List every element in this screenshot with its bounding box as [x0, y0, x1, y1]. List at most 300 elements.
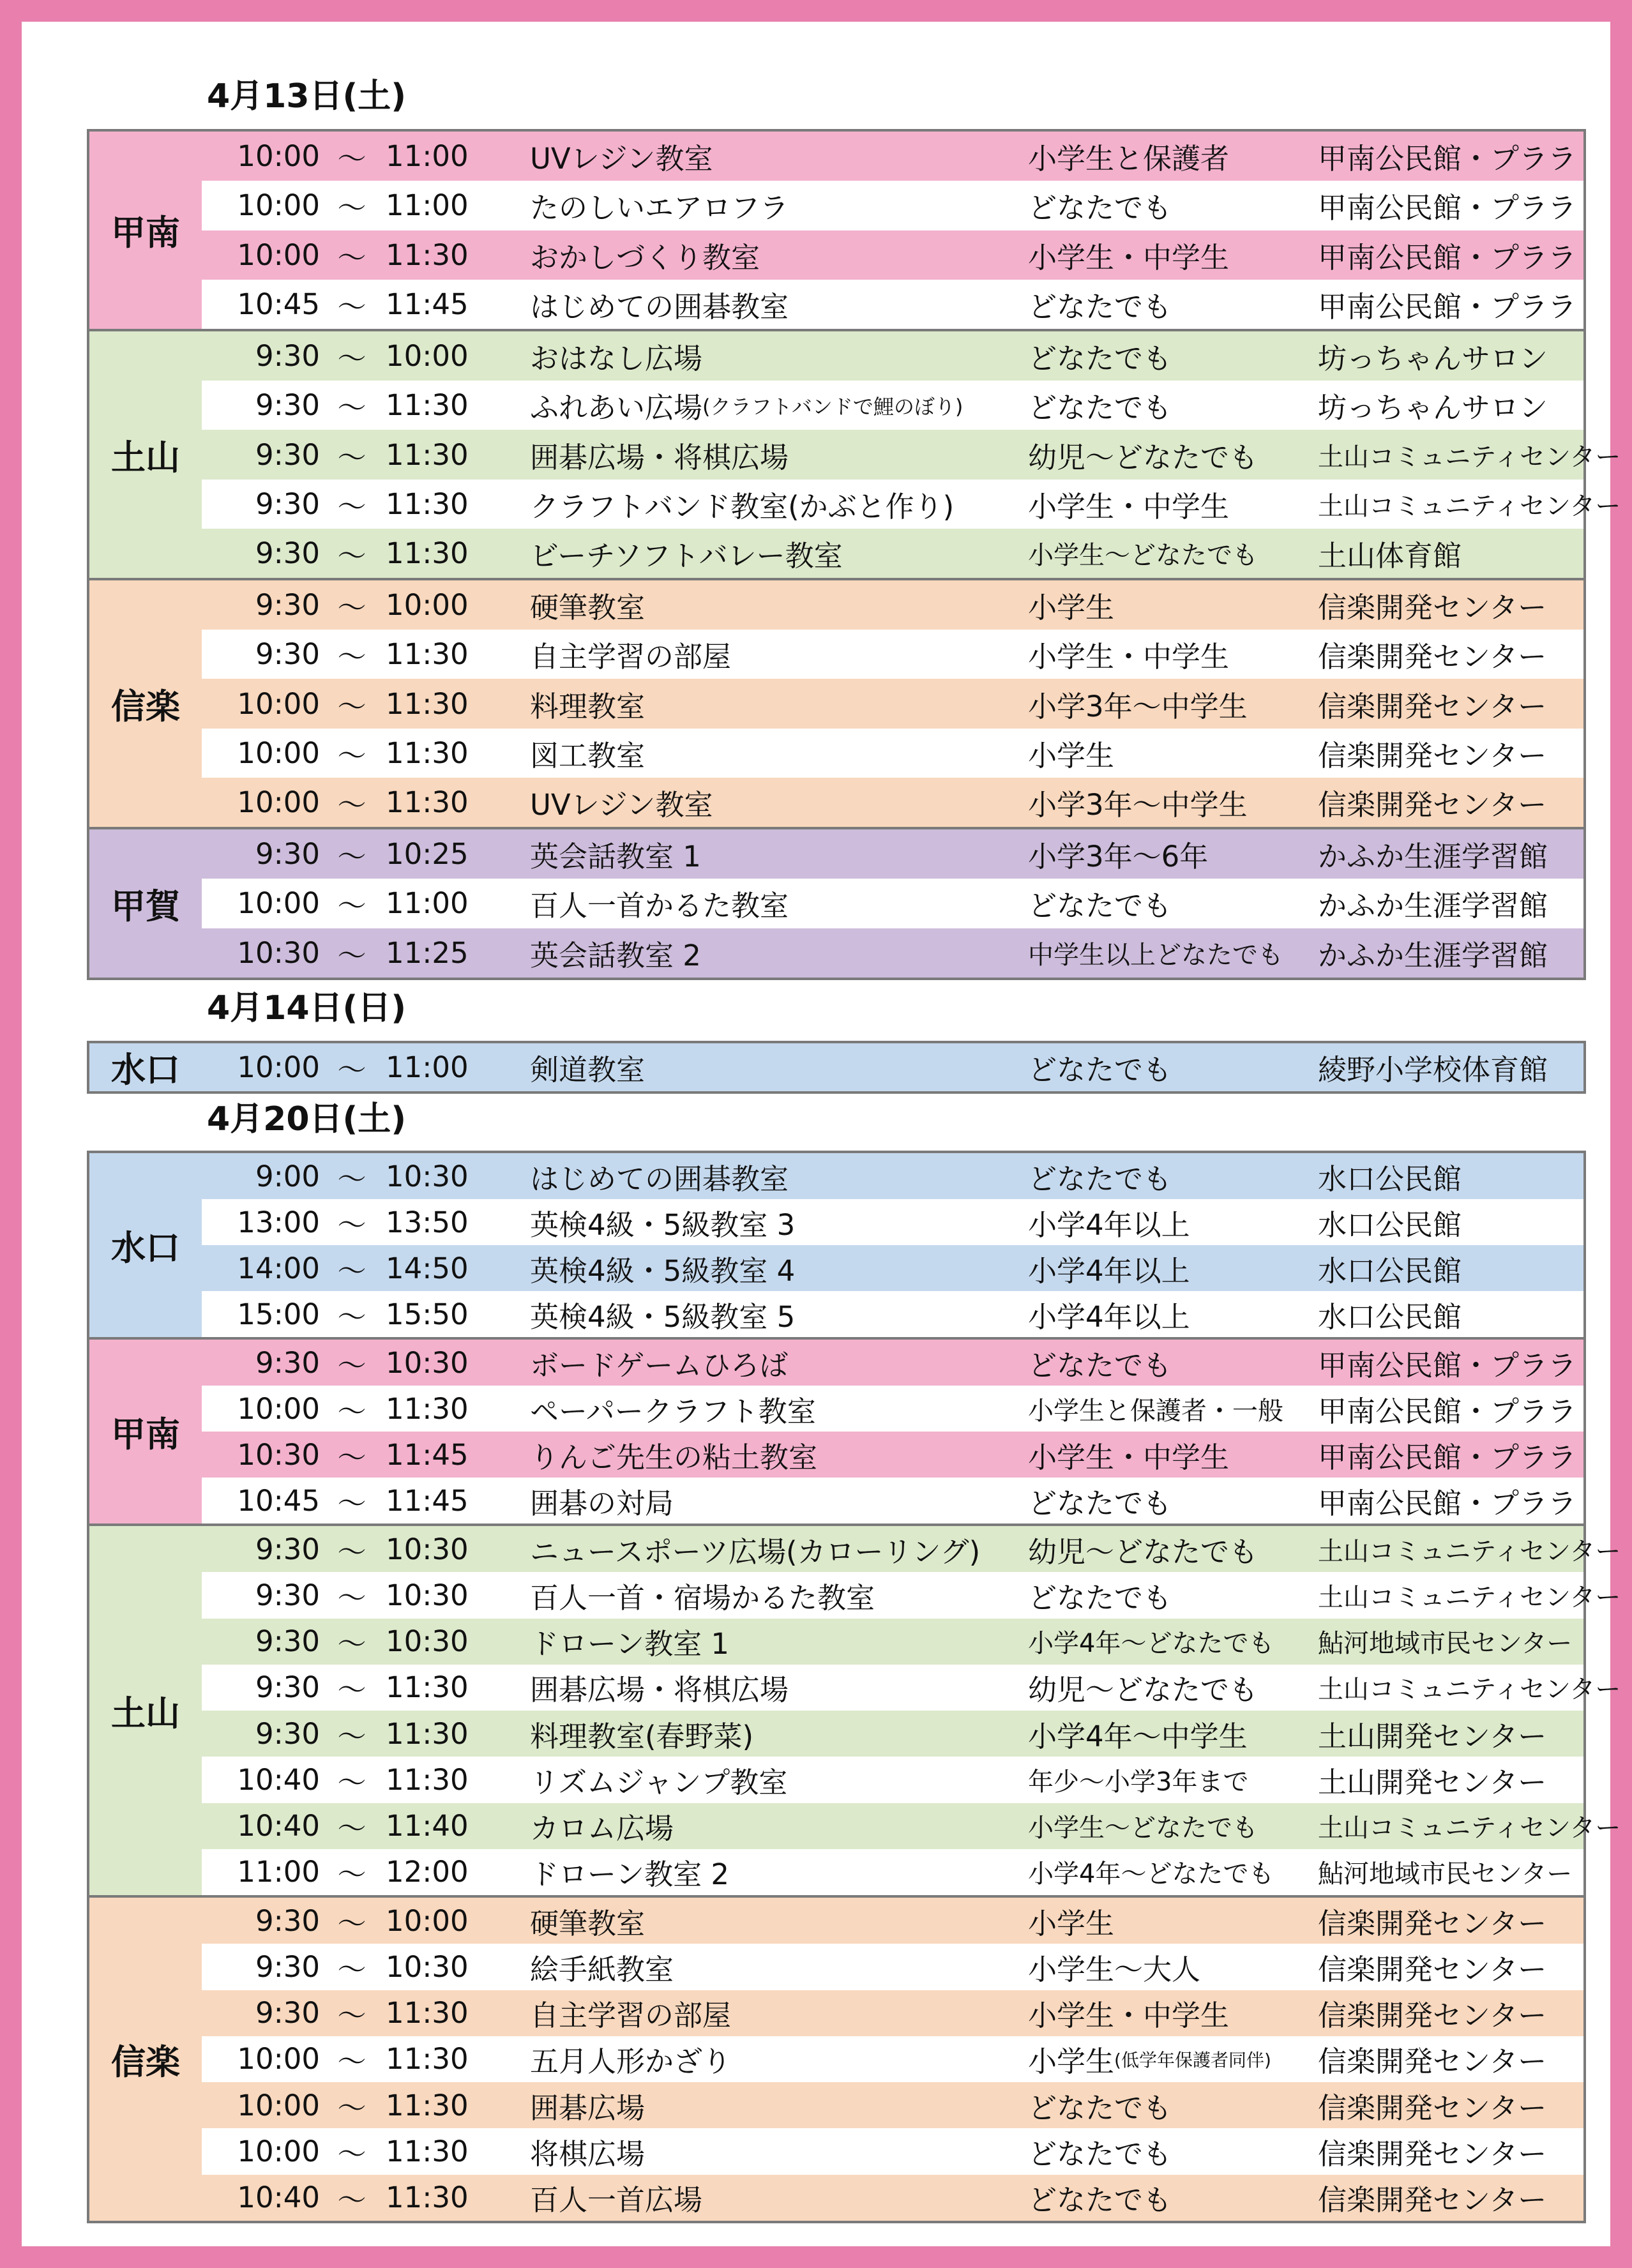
event-name-text: 料理教室: [530, 689, 646, 723]
event-target: [1028, 630, 1229, 679]
event-target-text: 小学生～どなたでも: [1028, 1813, 1258, 1843]
event-target-text: どなたでも: [1028, 889, 1172, 923]
event-name: [530, 1245, 795, 1291]
start-time: 9:00: [255, 1159, 320, 1193]
end-time: 11:25: [386, 935, 469, 970]
event-target: [1028, 430, 1258, 479]
event-name-text: ビーチソフトバレー教室: [530, 538, 843, 573]
time-separator: ～: [337, 840, 366, 874]
event-name-text: 絵手紙教室: [530, 1952, 674, 1986]
event-row: [202, 829, 1583, 879]
event-target: [1028, 1199, 1190, 1245]
end-time: 11:30: [386, 1670, 469, 1705]
event-row: [202, 630, 1583, 679]
end-time: 11:00: [386, 1050, 469, 1084]
start-time: 9:30: [255, 1996, 320, 2030]
event-name-text: 百人一首・宿場かるた教室: [530, 1580, 875, 1615]
time-separator: ～: [337, 1999, 366, 2033]
event-name: [530, 679, 645, 728]
end-time: 10:30: [386, 1624, 469, 1659]
event-name: [530, 430, 789, 479]
event-place: 信楽開発センター: [1318, 2090, 1547, 2125]
event-place: 水口公民館: [1318, 1161, 1462, 1196]
event-place: 坊っちゃんサロン: [1318, 342, 1548, 376]
event-place: 甲南公民館・プララ: [1318, 191, 1577, 225]
event-name: [530, 181, 789, 230]
schedule-sheet: [22, 22, 1621, 2246]
event-row: [202, 1386, 1583, 1432]
event-place: 信楽開発センター: [1318, 689, 1547, 723]
event-target-text: 幼児～どなたでも: [1028, 1673, 1258, 1707]
end-time: 11:30: [386, 238, 469, 272]
event-name: [530, 580, 645, 630]
event-target: [1028, 1043, 1172, 1091]
event-name: [530, 2082, 645, 2128]
schedule-block-2-0: [87, 1151, 1586, 1340]
event-name-text: ペーパークラフト教室: [530, 1394, 816, 1428]
event-name-text: 英会話教室 1: [530, 840, 701, 874]
event-place: 信楽開発センター: [1318, 1906, 1547, 1940]
event-row: [202, 580, 1583, 630]
event-target-text: 小学生・中学生: [1028, 489, 1230, 524]
start-time: 9:30: [255, 339, 320, 374]
event-name-text: 剣道教室: [530, 1053, 646, 1087]
start-time: 9:30: [255, 536, 320, 570]
end-time: 10:30: [386, 1578, 469, 1612]
event-target-text: どなたでも: [1028, 1053, 1172, 1087]
event-target: [1028, 2036, 1271, 2082]
event-target-text: 小学生～大人: [1028, 1952, 1201, 1986]
event-rows: [202, 580, 1583, 827]
event-name: [530, 231, 760, 280]
event-target: [1028, 1340, 1172, 1386]
event-place: 土山体育館: [1318, 538, 1462, 573]
event-row: [202, 1944, 1583, 1990]
time-separator: ～: [337, 191, 366, 225]
event-place: 信楽開発センター: [1318, 640, 1547, 674]
event-rows: [202, 132, 1583, 329]
event-place: 土山コミュニティセンター: [1318, 1675, 1621, 1705]
end-time: 10:25: [386, 837, 469, 872]
event-row: [202, 181, 1583, 230]
time-separator: ～: [337, 1299, 366, 1334]
event-name-text: 料理教室(春野菜): [530, 1719, 754, 1753]
event-name: [530, 381, 963, 430]
event-rows: [202, 1526, 1621, 1895]
start-time: 9:30: [255, 1903, 320, 1938]
schedule-block-0-2: [87, 578, 1586, 829]
event-name-text: 五月人形かざり: [530, 2045, 732, 2079]
event-target-text: どなたでも: [1028, 1161, 1172, 1196]
time-separator: ～: [337, 689, 366, 723]
event-target: [1028, 1711, 1248, 1757]
time-separator: ～: [337, 142, 366, 176]
region-label: 甲南: [111, 1414, 180, 1455]
event-name: [530, 2036, 731, 2082]
start-time: 11:00: [237, 1855, 320, 1889]
start-time: 10:00: [237, 2088, 320, 2122]
time-separator: ～: [337, 1161, 366, 1196]
event-row: [202, 529, 1583, 578]
region-label: 土山: [111, 1693, 180, 1734]
event-name: [530, 1849, 729, 1895]
event-place: 信楽開発センター: [1318, 738, 1547, 773]
event-name: [530, 1898, 645, 1944]
event-name-text: クラフトバンド教室(かぶと作り): [530, 489, 955, 524]
start-time: 10:30: [237, 1437, 320, 1472]
event-target: [1028, 1990, 1229, 2036]
event-row: [202, 1803, 1621, 1849]
time-separator: ～: [337, 1719, 366, 1753]
event-row: [202, 1153, 1583, 1199]
start-time: 10:40: [237, 2181, 320, 2215]
start-time: 10:00: [237, 238, 320, 272]
end-time: 11:30: [386, 536, 469, 570]
time-separator: ～: [337, 1952, 366, 1986]
event-name: [530, 1340, 788, 1386]
time-separator: ～: [337, 738, 366, 773]
start-time: 9:30: [255, 837, 320, 872]
event-rows: [202, 1153, 1583, 1337]
event-row: [202, 1665, 1621, 1711]
event-place: かふか生涯学習館: [1318, 840, 1548, 874]
event-row: [202, 132, 1583, 181]
event-name: [530, 1291, 795, 1337]
event-target-text: 小学4年～どなたでも: [1028, 1859, 1274, 1889]
time-separator: ～: [337, 1348, 366, 1382]
event-row: [202, 430, 1621, 479]
start-time: 10:00: [237, 886, 320, 921]
event-place: 鮎河地域市民センター: [1318, 1629, 1573, 1659]
event-name: [530, 1990, 731, 2036]
time-separator: ～: [337, 489, 366, 524]
event-place: 土山コミュニティセンター: [1318, 442, 1621, 472]
start-time: 9:30: [255, 1949, 320, 1984]
end-time: 10:00: [386, 339, 469, 374]
end-time: 11:45: [386, 287, 469, 321]
time-separator: ～: [337, 538, 366, 573]
event-name: [530, 2128, 645, 2174]
event-row: [202, 231, 1583, 280]
end-time: 11:30: [386, 785, 469, 819]
event-target-text: どなたでも: [1028, 2090, 1172, 2125]
event-place: 鮎河地域市民センター: [1318, 1859, 1573, 1889]
end-time: 11:30: [386, 2088, 469, 2122]
event-place: 甲南公民館・プララ: [1318, 1348, 1577, 1382]
date-heading: 4月14日(日): [207, 989, 407, 1027]
event-name: [530, 2175, 702, 2221]
event-row: [202, 1526, 1621, 1572]
event-target-text: 中学生以上どなたでも: [1028, 940, 1283, 970]
end-time: 11:30: [386, 1762, 469, 1797]
end-time: 11:00: [386, 188, 469, 223]
event-target: [1028, 2082, 1172, 2128]
time-separator: ～: [337, 1857, 366, 1892]
event-name: [530, 630, 731, 679]
event-target: [1028, 928, 1283, 978]
time-separator: ～: [337, 889, 366, 923]
event-target: [1028, 1572, 1172, 1618]
time-separator: ～: [337, 1811, 366, 1846]
event-name-text: 囲碁広場: [530, 2090, 646, 2125]
time-separator: ～: [337, 640, 366, 674]
event-name-text: 囲碁広場・将棋広場: [530, 1673, 789, 1707]
event-name-text: 自主学習の部屋: [530, 1999, 732, 2033]
region-label: 土山: [111, 437, 180, 478]
time-separator: ～: [337, 1207, 366, 1242]
event-target-text: 小学生: [1028, 591, 1115, 625]
event-name-text: ふれあい広場: [530, 391, 703, 425]
start-time: 10:00: [237, 1391, 320, 1426]
event-row: [202, 2082, 1583, 2128]
date-heading: 4月20日(土): [207, 1100, 407, 1138]
event-place: かふか生涯学習館: [1318, 938, 1548, 972]
schedule-block-2-3: [87, 1895, 1586, 2223]
event-name: [530, 729, 645, 778]
end-time: 11:45: [386, 1437, 469, 1472]
time-separator: ～: [337, 1534, 366, 1569]
event-row: [202, 1199, 1583, 1245]
event-row: [202, 928, 1583, 978]
start-time: 10:00: [237, 188, 320, 223]
event-place: 水口公民館: [1318, 1207, 1462, 1242]
event-target: [1028, 829, 1208, 879]
start-time: 10:30: [237, 935, 320, 970]
event-place: 信楽開発センター: [1318, 787, 1547, 822]
event-name-text: 囲碁広場・将棋広場: [530, 440, 789, 474]
region-label: 信楽: [111, 686, 180, 727]
event-place: 土山コミュニティセンター: [1318, 491, 1621, 521]
event-target-text: どなたでも: [1028, 1486, 1172, 1520]
start-time: 9:30: [255, 1716, 320, 1751]
event-row: [202, 1990, 1583, 2036]
end-time: 11:30: [386, 2181, 469, 2215]
event-name-text: りんご先生の粘土教室: [530, 1440, 818, 1474]
event-target: [1028, 2175, 1172, 2221]
end-time: 10:30: [386, 1949, 469, 1984]
event-name: [530, 1572, 875, 1618]
event-name-text: はじめての囲碁教室: [530, 289, 789, 324]
event-rows: [202, 331, 1621, 578]
event-target: [1028, 1526, 1258, 1572]
time-separator: ～: [337, 2045, 366, 2079]
event-target-text: 幼児～どなたでも: [1028, 1534, 1258, 1569]
event-target: [1028, 1153, 1172, 1199]
event-name: [530, 1944, 674, 1990]
event-place: 信楽開発センター: [1318, 1999, 1547, 2033]
time-separator: ～: [337, 440, 366, 474]
start-time: 15:00: [237, 1297, 320, 1331]
start-time: 9:30: [255, 588, 320, 623]
event-name: [530, 1478, 674, 1523]
event-name-text: ニュースポーツ広場(カローリング): [530, 1534, 981, 1569]
event-target-text: 小学3年～中学生: [1028, 689, 1248, 723]
event-row: [202, 1711, 1583, 1757]
event-place: 信楽開発センター: [1318, 591, 1547, 625]
start-time: 10:45: [237, 1483, 320, 1518]
time-separator: ～: [337, 1765, 366, 1799]
event-target-text: 小学生・中学生: [1028, 1999, 1230, 2033]
event-name-text: UVレジン教室: [530, 142, 713, 176]
event-target-text: どなたでも: [1028, 191, 1172, 225]
event-row: [202, 1043, 1583, 1091]
end-time: 11:30: [386, 686, 469, 721]
start-time: 10:00: [237, 2135, 320, 2169]
event-name-text: 図工教室: [530, 738, 646, 773]
end-time: 10:00: [386, 1903, 469, 1938]
event-place: 土山コミュニティセンター: [1318, 1813, 1621, 1843]
end-time: 11:30: [386, 1391, 469, 1426]
event-row: [202, 1619, 1583, 1665]
end-time: 11:30: [386, 487, 469, 521]
event-name-text: 英会話教室 2: [530, 938, 701, 972]
event-target-note: (低学年保護者同伴): [1114, 2049, 1271, 2071]
time-separator: ～: [337, 240, 366, 275]
event-target: [1028, 729, 1114, 778]
event-name-text: 百人一首かるた教室: [530, 889, 789, 923]
event-row: [202, 1291, 1583, 1337]
schedule-block-0-1: [87, 329, 1621, 580]
start-time: 9:30: [255, 388, 320, 423]
event-name-text: ドローン教室 1: [530, 1627, 730, 1661]
schedule-block-2-2: [87, 1523, 1621, 1898]
time-separator: ～: [337, 591, 366, 625]
time-separator: ～: [337, 1580, 366, 1615]
event-target: [1028, 231, 1229, 280]
event-target-text: 小学生・中学生: [1028, 240, 1230, 275]
event-name: [530, 529, 843, 578]
event-target: [1028, 1245, 1190, 1291]
event-place: 坊っちゃんサロン: [1318, 391, 1548, 425]
event-row: [202, 879, 1583, 928]
event-target: [1028, 480, 1229, 529]
event-name-text: ドローン教室 2: [530, 1857, 730, 1892]
schedule-block-1-0: [87, 1041, 1586, 1094]
event-name: [530, 280, 789, 329]
region-label: 信楽: [111, 2041, 180, 2082]
event-target-text: 小学3年～中学生: [1028, 787, 1248, 822]
start-time: 9:30: [255, 637, 320, 672]
event-row: [202, 280, 1583, 329]
event-target-text: 年少～小学3年まで: [1028, 1767, 1249, 1797]
event-name-text: カロム広場: [530, 1811, 674, 1846]
event-name: [530, 1432, 817, 1478]
event-name: [530, 480, 954, 529]
event-name: [530, 1665, 789, 1711]
event-target-text: 小学生～どなたでも: [1028, 540, 1258, 570]
event-name: [530, 829, 701, 879]
event-target-text: 小学3年～6年: [1028, 840, 1209, 874]
end-time: 10:30: [386, 1532, 469, 1566]
time-separator: ～: [337, 938, 366, 972]
end-time: 11:00: [386, 139, 469, 174]
event-place: 土山開発センター: [1318, 1765, 1547, 1799]
time-separator: ～: [337, 2183, 366, 2218]
end-time: 10:30: [386, 1159, 469, 1193]
end-time: 11:30: [386, 637, 469, 672]
event-target-text: 小学生: [1028, 738, 1115, 773]
event-target: [1028, 331, 1172, 381]
event-name-text: リズムジャンプ教室: [530, 1765, 788, 1799]
time-separator: ～: [337, 787, 366, 822]
start-time: 10:00: [237, 139, 320, 174]
event-row: [202, 1757, 1583, 1803]
event-name-text: 百人一首広場: [530, 2183, 703, 2218]
end-time: 10:30: [386, 1345, 469, 1380]
event-target: [1028, 1898, 1114, 1944]
event-place: 甲南公民館・プララ: [1318, 1486, 1577, 1520]
end-time: 15:50: [386, 1297, 469, 1331]
start-time: 14:00: [237, 1251, 320, 1285]
event-place: 甲南公民館・プララ: [1318, 142, 1577, 176]
time-separator: ～: [337, 1627, 366, 1661]
event-name: [530, 1199, 795, 1245]
end-time: 11:45: [386, 1483, 469, 1518]
event-target-text: どなたでも: [1028, 2183, 1172, 2218]
time-separator: ～: [337, 289, 366, 324]
event-target: [1028, 1619, 1274, 1665]
time-separator: ～: [337, 1673, 366, 1707]
event-target: [1028, 1803, 1258, 1849]
event-target: [1028, 181, 1172, 230]
event-target: [1028, 1386, 1283, 1432]
event-row: [202, 679, 1583, 728]
event-place: 信楽開発センター: [1318, 2045, 1547, 2079]
start-time: 9:30: [255, 1345, 320, 1380]
event-name: [530, 928, 701, 978]
event-target-text: 小学生・中学生: [1028, 640, 1230, 674]
end-time: 12:00: [386, 1855, 469, 1889]
event-row: [202, 729, 1583, 778]
event-target-text: 小学4年～どなたでも: [1028, 1629, 1274, 1659]
start-time: 9:30: [255, 1532, 320, 1566]
event-name: [530, 1711, 753, 1757]
event-target-text: 小学生・中学生: [1028, 1440, 1230, 1474]
event-place: 信楽開発センター: [1318, 2183, 1547, 2218]
event-target: [1028, 1291, 1190, 1337]
event-target: [1028, 580, 1114, 630]
event-target-text: 小学生と保護者: [1028, 142, 1230, 176]
end-time: 14:50: [386, 1251, 469, 1285]
event-name-text: 硬筆教室: [530, 591, 646, 625]
event-target-text: どなたでも: [1028, 289, 1172, 324]
event-target-text: どなたでも: [1028, 1580, 1172, 1615]
end-time: 11:30: [386, 2135, 469, 2169]
event-name-text: 英検4級・5級教室 3: [530, 1207, 796, 1242]
event-row: [202, 2175, 1583, 2221]
start-time: 9:30: [255, 437, 320, 472]
event-target-text: どなたでも: [1028, 2137, 1172, 2172]
event-row: [202, 480, 1621, 529]
event-name-text: 自主学習の部屋: [530, 640, 732, 674]
time-separator: ～: [337, 342, 366, 376]
event-name-text: おはなし広場: [530, 342, 703, 376]
event-row: [202, 1898, 1583, 1944]
event-place: かふか生涯学習館: [1318, 889, 1548, 923]
time-separator: ～: [337, 2090, 366, 2125]
event-place: 土山コミュニティセンター: [1318, 1536, 1621, 1566]
event-place: 水口公民館: [1318, 1299, 1462, 1334]
end-time: 11:30: [386, 388, 469, 423]
start-time: 10:00: [237, 2042, 320, 2076]
event-rows: [202, 1043, 1583, 1091]
event-name-note: (クラフトバンドで鯉のぼり): [702, 394, 963, 419]
start-time: 10:40: [237, 1809, 320, 1843]
schedule-block-0-3: [87, 827, 1586, 980]
event-target-text: 小学4年～中学生: [1028, 1719, 1248, 1753]
event-place: 信楽開発センター: [1318, 1952, 1547, 1986]
time-separator: ～: [337, 1486, 366, 1520]
